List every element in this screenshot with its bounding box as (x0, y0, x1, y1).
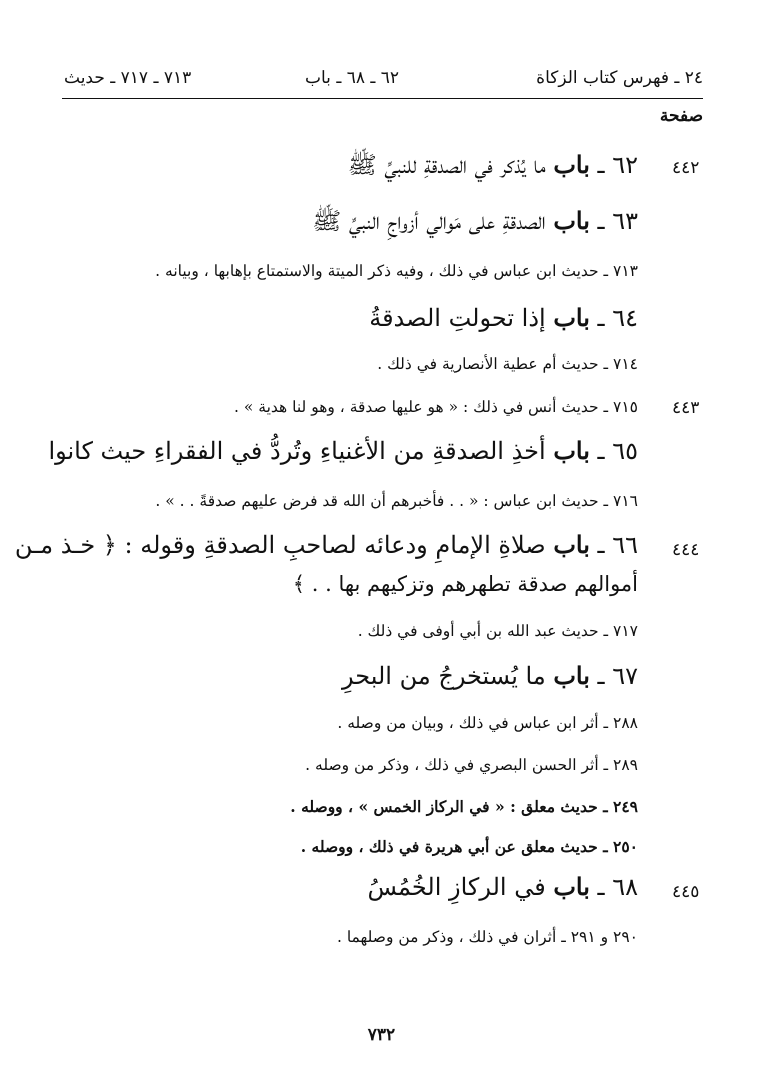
page-ref: ٤٤٢ (672, 158, 700, 178)
header-rule (62, 98, 703, 99)
running-header-right: ٢٤ ـ فهرس كتاب الزكاة (536, 68, 703, 88)
page-ref: ٤٤٤ (672, 540, 700, 560)
chapter-heading: ٦٨ ـ باب في الركازِ الخُمُسُ (367, 872, 638, 901)
muallaq-item: ٢٤٩ ـ حديث معلق : « في الركاز الخمس » ، ووصله . (290, 797, 638, 816)
page-column-label: صفحة (659, 106, 703, 126)
chapter-number: ٦٣ (612, 207, 638, 235)
chapter-title-continued: أموالهم صدقة تطهرهم وتزكيهم بها . . ﴾ (292, 572, 638, 596)
athar-item: ٢٨٩ ـ أثر الحسن البصري في ذلك ، وذكر من وصله . (305, 756, 638, 774)
chapter-number: ٦٧ (612, 662, 638, 690)
chapter-word: باب (553, 530, 590, 559)
chapter-number: ٦٦ (612, 531, 638, 559)
page-number: ٧٣٢ (367, 1025, 396, 1045)
hadith-item: ٧١٥ ـ حديث أنس في ذلك : « هو عليها صدقة ، وهو لنا هدية » . (234, 398, 638, 416)
chapter-title: ما يُستخرجُ من البحرِ (341, 662, 546, 690)
page-ref: ٤٤٣ (672, 398, 700, 418)
chapter-word: باب (553, 872, 590, 901)
running-header-center: ٦٢ ـ ٦٨ ـ باب (305, 68, 400, 88)
chapter-heading: ٦٣ ـ باب الصدقةِ على مَوالي أزواجِ النبيِّ ﷺ (312, 206, 638, 235)
hadith-item: ٧١٤ ـ حديث أم عطية الأنصارية في ذلك . (377, 355, 638, 373)
chapter-title: في الركازِ الخُمُسُ (367, 873, 546, 901)
chapter-title: إذا تحولتِ الصدقةُ (369, 304, 546, 332)
chapter-heading: ٦٤ ـ باب إذا تحولتِ الصدقةُ (369, 303, 638, 332)
chapter-word: باب (553, 661, 590, 690)
page-ref: ٤٤٥ (672, 882, 700, 902)
hadith-item: ٧١٦ ـ حديث ابن عباس : « . . فأخبرهم أن الله قد فرض عليهم صدقةً . . » . (155, 492, 638, 510)
chapter-word: باب (553, 303, 590, 332)
athar-item: ٢٨٨ ـ أثر ابن عباس في ذلك ، وبيان من وصله . (337, 714, 638, 732)
muallaq-item: ٢٥٠ ـ حديث معلق عن أبي هريرة في ذلك ، ووصله . (300, 837, 638, 856)
chapter-number: ٦٢ (612, 151, 638, 179)
chapter-heading: ٦٢ ـ باب ما يُذكر في الصدقةِ للنبيِّ ﷺ (347, 150, 638, 179)
chapter-word: باب (553, 150, 590, 179)
hadith-item: ٧١٧ ـ حديث عبد الله بن أبي أوفى في ذلك . (357, 622, 638, 640)
running-header-left: ٧١٣ ـ ٧١٧ ـ حديث (64, 68, 192, 88)
chapter-heading: ٦٧ ـ باب ما يُستخرجُ من البحرِ (341, 661, 638, 690)
chapter-title: أخذِ الصدقةِ من الأغنياءِ وتُردُّ في الفقراءِ حيث كانوا (48, 437, 546, 465)
chapter-title: الصدقةِ على مَوالي أزواجِ النبيِّ ﷺ (312, 207, 546, 235)
chapter-heading: ٦٥ ـ باب أخذِ الصدقةِ من الأغنياءِ وتُردُّ في الفقراءِ حيث كانوا (48, 436, 638, 465)
hadith-item: ٧١٣ ـ حديث ابن عباس في ذلك ، وفيه ذكر الميتة والاستمتاع بإهابها ، وبيانه . (155, 262, 638, 280)
chapter-title: ما يُذكر في الصدقةِ للنبيِّ ﷺ (347, 151, 546, 179)
chapter-word: باب (553, 206, 590, 235)
chapter-word: باب (553, 436, 590, 465)
chapter-title: صلاةِ الإمامِ ودعائه لصاحبِ الصدقةِ وقوله : ﴿ خـذ مـن (14, 531, 546, 559)
chapter-number: ٦٥ (612, 437, 638, 465)
chapter-number: ٦٨ (612, 873, 638, 901)
chapter-number: ٦٤ (612, 304, 638, 332)
athar-item: ٢٩٠ و ٢٩١ ـ أثران في ذلك ، وذكر من وصلهما . (336, 928, 638, 946)
chapter-heading: ٦٦ ـ باب صلاةِ الإمامِ ودعائه لصاحبِ الصدقةِ وقوله : ﴿ خـذ مـن (14, 530, 638, 559)
